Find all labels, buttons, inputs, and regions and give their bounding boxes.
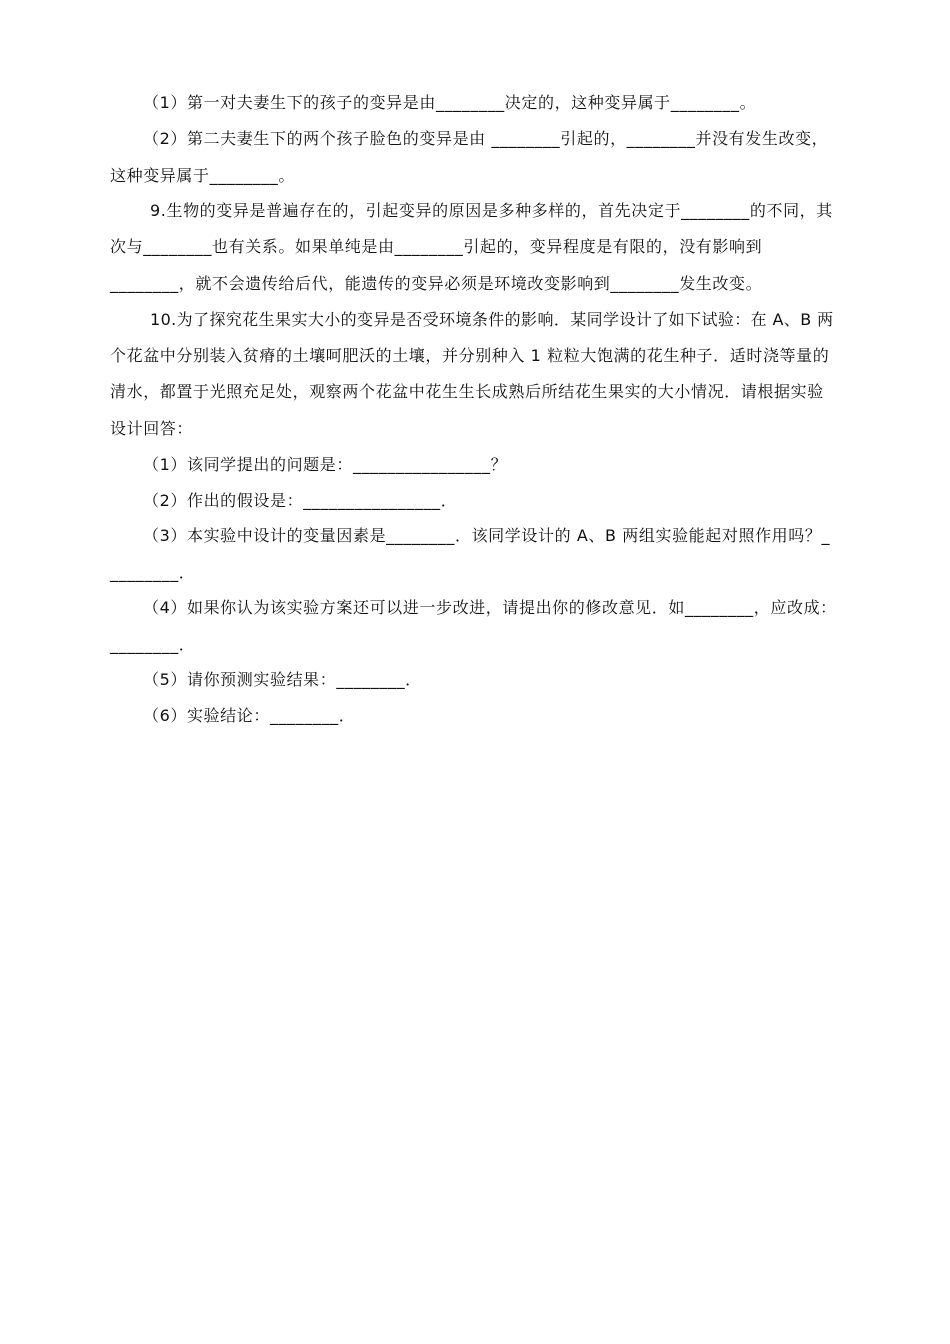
q10-sub2-line: （2）作出的假设是：________________．: [143, 491, 458, 510]
q9-line-3: ________，就不会遗传给后代，能遗传的变异必须是环境改变影响到________发生改变。: [110, 274, 763, 293]
q10-sub1-line: （1）该同学提出的问题是：________________？: [143, 455, 508, 474]
q9-line-1: 9.生物的变异是普遍存在的，引起变异的原因是多种多样的，首先决定于________的不同，其: [150, 201, 833, 220]
q10-line-4: 设计回答：: [110, 419, 194, 438]
q10-sub5-line: （5）请你预测实验结果：________．: [143, 670, 422, 689]
q8-part2-line: （2）第二夫妻生下的两个孩子脸色的变异是由 ________引起的，________并没有发生改变，: [143, 129, 829, 148]
q10-sub6-line: （6）实验结论：________．: [143, 706, 356, 725]
q10-line-2: 个花盆中分别装入贫瘠的土壤呵肥沃的土壤，并分别种入 1 粒粒大饱满的花生种子．适时浇等量的: [110, 346, 830, 365]
q10-line-3: 清水，都置于光照充足处，观察两个花盆中花生生长成熟后所结花生果实的大小情况．请根据实验: [110, 382, 824, 401]
q10-line-1: 10.为了探究花生果实大小的变异是否受环境条件的影响．某同学设计了如下试验：在 A、B 两: [150, 310, 834, 329]
q8-part1-line: （1）第一对夫妻生下的孩子的变异是由________决定的，这种变异属于________。: [143, 93, 757, 112]
q10-sub3-line: （3）本实验中设计的变量因素是________．该同学设计的 A、B 两组实验能起对照作用吗？_: [143, 526, 831, 545]
q10-sub4-cont-line: ________．: [110, 635, 196, 654]
q9-line-2: 次与________也有关系。如果单纯是由________引起的，变异程度是有限的，没有影响到: [110, 237, 763, 256]
q10-sub3-cont-line: ________．: [110, 563, 196, 582]
q8-part2-cont-line: 这种变异属于________。: [110, 166, 296, 185]
q10-sub4-line: （4）如果你认为该实验方案还可以进一步改进，请提出你的修改意见．如________，应改成：: [143, 598, 837, 617]
